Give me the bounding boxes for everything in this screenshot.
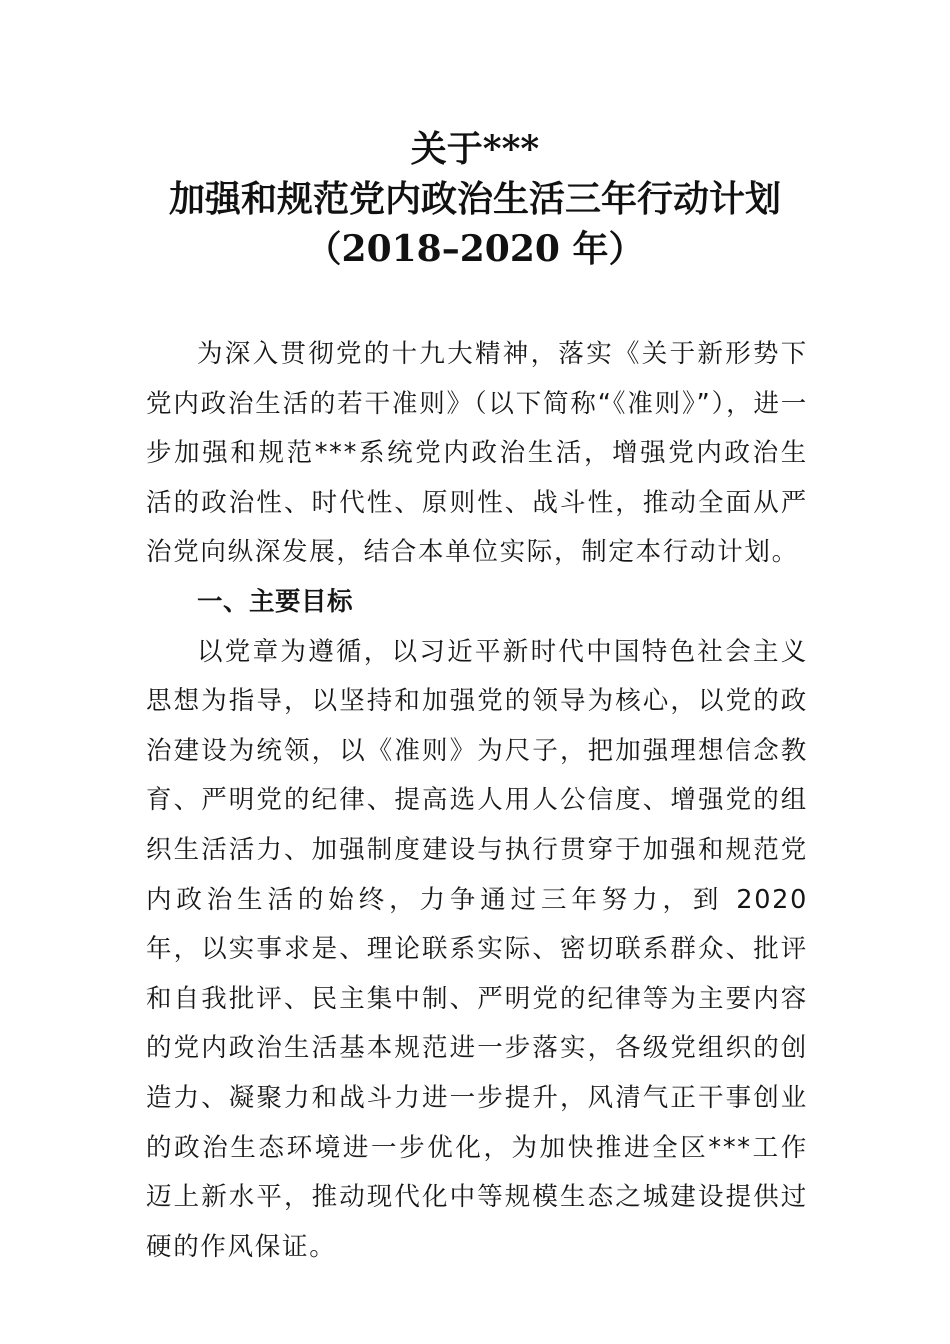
document-body: [146, 330, 808, 1272]
title-line-1: 关于***: [410, 128, 540, 170]
document-title: [0, 124, 950, 274]
title-line-3: （2018–2020 年）: [305, 228, 645, 270]
intro-paragraph: 为深入贯彻党的十九大精神，落实《关于新形势下党内政治生活的若干准则》（以下简称“《准则》”），进一步加强和规范***系统党内政治生活，增强党内政治生活的政治性、时代性、原则性、战斗性，推动全面从严治党向纵深发展，结合本单位实际，制定本行动计划。: [146, 339, 808, 568]
main-goals-paragraph: 以党章为遵循，以习近平新时代中国特色社会主义思想为指导，以坚持和加强党的领导为核心，以党的政治建设为统领，以《准则》为尺子，把加强理想信念教育、严明党的纪律、提高选人用人公信度、增强党的组织生活活力、加强制度建设与执行贯穿于加强和规范党内政治生活的始终，力争通过三年努力，到 2020 年，以实事求是、理论联系实际、密切联系群众、批评和自我批评、民主集中制、严明党的纪律等为主要内容的党内政治生活基本规范进一步落实，各级党组织的创造力、凝聚力和战斗力进一步提升，风清气正干事创业的政治生态环境进一步优化，为加快推进全区***工作迈上新水平，推动现代化中等规模生态之城建设提供过硬的作风保证。: [146, 636, 808, 1262]
title-line-2: 加强和规范党内政治生活三年行动计划: [168, 178, 781, 220]
section-heading-main-goals: 一、主要目标: [197, 586, 354, 617]
